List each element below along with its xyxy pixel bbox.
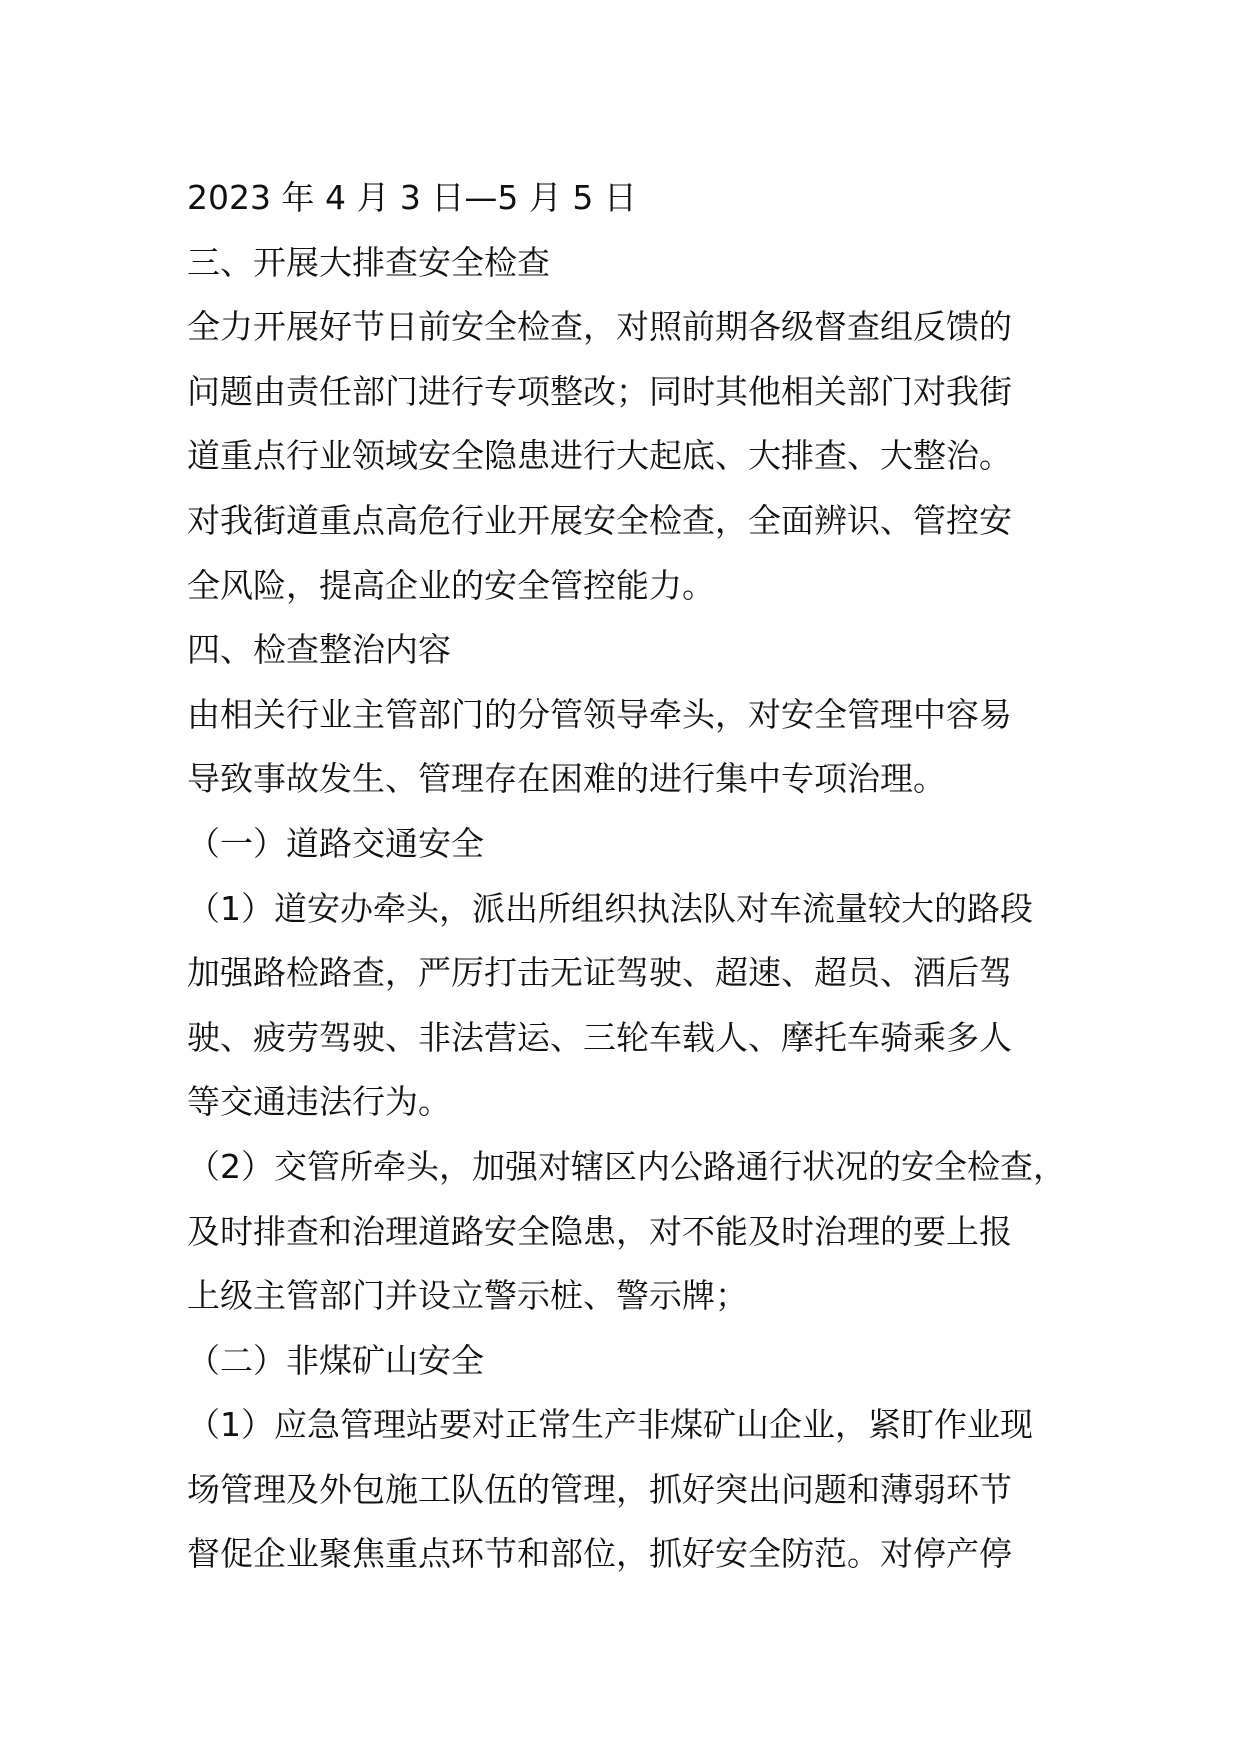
section-heading-4: 四、检查整治内容: [187, 630, 451, 670]
paragraph-line: 上级主管部门并设立警示桩、警示牌；: [187, 1276, 748, 1316]
section-heading-3: 三、开展大排查安全检查: [187, 242, 550, 282]
paragraph-line: 督促企业聚焦重点环节和部位，抓好安全防范。对停产停: [187, 1534, 1012, 1574]
paragraph-line: 全力开展好节日前安全检查，对照前期各级督查组反馈的: [187, 307, 1012, 347]
paragraph-line: 问题由责任部门进行专项整改；同时其他相关部门对我街: [187, 371, 1012, 411]
paragraph-line: 全风险，提高企业的安全管控能力。: [187, 565, 715, 605]
paragraph-line: （1）应急管理站要对正常生产非煤矿山企业，紧盯作业现: [187, 1405, 1033, 1445]
paragraph-line: 导致事故发生、管理存在困难的进行集中专项治理。: [187, 759, 946, 799]
paragraph-line: 等交通违法行为。: [187, 1082, 451, 1122]
paragraph-line: （2）交管所牵头，加强对辖区内公路通行状况的安全检查，: [187, 1146, 1066, 1186]
paragraph-line: 驶、疲劳驾驶、非法营运、三轮车载人、摩托车骑乘多人: [187, 1017, 1012, 1057]
paragraph-line: 道重点行业领域安全隐患进行大起底、大排查、大整治。: [187, 436, 1012, 476]
paragraph-line: 由相关行业主管部门的分管领导牵头，对安全管理中容易: [187, 694, 1012, 734]
paragraph-line: （1）道安办牵头，派出所组织执法队对车流量较大的路段: [187, 888, 1033, 928]
subsection-heading-1: （一）道路交通安全: [187, 823, 484, 863]
document-body: [187, 166, 1087, 1587]
paragraph-line: 对我街道重点高危行业开展安全检查，全面辨识、管控安: [187, 500, 1012, 540]
paragraph-line: 加强路检路查，严厉打击无证驾驶、超速、超员、酒后驾: [187, 953, 1012, 993]
paragraph-line: 及时排查和治理道路安全隐患，对不能及时治理的要上报: [187, 1211, 1012, 1251]
date-range-line: 2023 年 4 月 3 日—5 月 5 日: [187, 178, 637, 217]
paragraph-line: 场管理及外包施工队伍的管理，抓好突出问题和薄弱环节: [187, 1469, 1012, 1509]
subsection-heading-2: （二）非煤矿山安全: [187, 1340, 484, 1380]
